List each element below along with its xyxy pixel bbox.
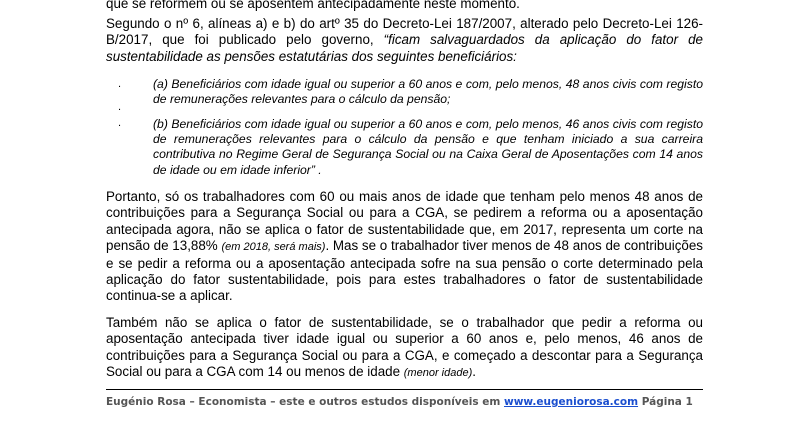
footer-page-number: Página 1 — [638, 396, 693, 408]
paragraph-decree — [106, 16, 703, 65]
quote-item-b: (b) Beneficiários com idade igual ou superior a 60 anos e com, pelo menos, 46 anos civis com registo de remunerações relevantes para o cálculo da pensão e que tenham iniciado a sua carreira contributiva no Regime Geral de Segurança Social ou na Caixa Geral de Aposentações com 14 anos de idade ou em idade inferior” . — [153, 117, 703, 177]
top-line: que se reformem ou se aposentem antecipadamente neste momento. — [106, 0, 520, 11]
bullet-marker-a: . — [118, 78, 122, 90]
footer-divider — [106, 389, 703, 390]
paragraph-decree-quote: “ficam salvaguardados da aplicação do fator de sustentabilidade as pensões estatutárias dos seguintes beneficiários: — [106, 32, 703, 64]
paragraph-tambem-note: (menor idade) — [403, 367, 473, 380]
paragraph-portanto-rest: . Mas se o trabalhador tiver menos de 48 anos de contribuições e se pedir a reforma ou a aposentação antecipada sofre na sua pensão o corte determinado pela aplicação do fator sustentabilidade, pois para estes trabalhadores o fator de sustentabilidade continua-se a aplicar. — [106, 238, 703, 304]
paragraph-tambem-end: . — [472, 364, 476, 380]
bullet-marker-spacer: . — [118, 101, 122, 113]
page-footer — [106, 396, 693, 408]
footer-text: Eugénio Rosa – Economista – este e outros estudos disponíveis em — [106, 396, 504, 408]
paragraph-portanto-main: Portanto, só os trabalhadores com 60 ou mais anos de idade que tenham pelo menos 48 anos de contribuições para a Segurança Social ou para a CGA, se pedirem a reforma ou a aposentação antecipada agora, não se aplica o fator de sustentabilidade que, em 2017, representa um corte na pensão de 13,88% — [106, 189, 703, 254]
footer-link[interactable]: www.eugeniorosa.com — [504, 396, 639, 408]
bullet-marker-b: . — [118, 117, 122, 129]
paragraph-decree-intro: Segundo o nº 6, alíneas a) e b) do artº 35 do Decreto-Lei 187/2007, alterado pelo Decreto-Lei 126-B/2017, que foi publicado pelo governo, — [106, 16, 703, 48]
paragraph-portanto-note: (em 2018, será mais) — [221, 241, 326, 254]
paragraph-tambem — [106, 315, 703, 382]
paragraph-tambem-main: Também não se aplica o fator de sustentabilidade, se o trabalhador que pedir a reforma ou aposentação antecipada tiver idade igual ou superior a 60 anos e, pelo menos, 46 anos de contribuições para a Segurança Social ou para a CGA, e começado a descontar para a Segurança Social ou para a CGA com 14 ou menos de idade — [106, 315, 703, 380]
quote-item-a: (a) Beneficiários com idade igual ou superior a 60 anos e com, pelo menos, 48 anos civis com registo de remunerações relevantes para o cálculo da pensão; — [153, 77, 703, 107]
paragraph-portanto — [106, 189, 703, 305]
